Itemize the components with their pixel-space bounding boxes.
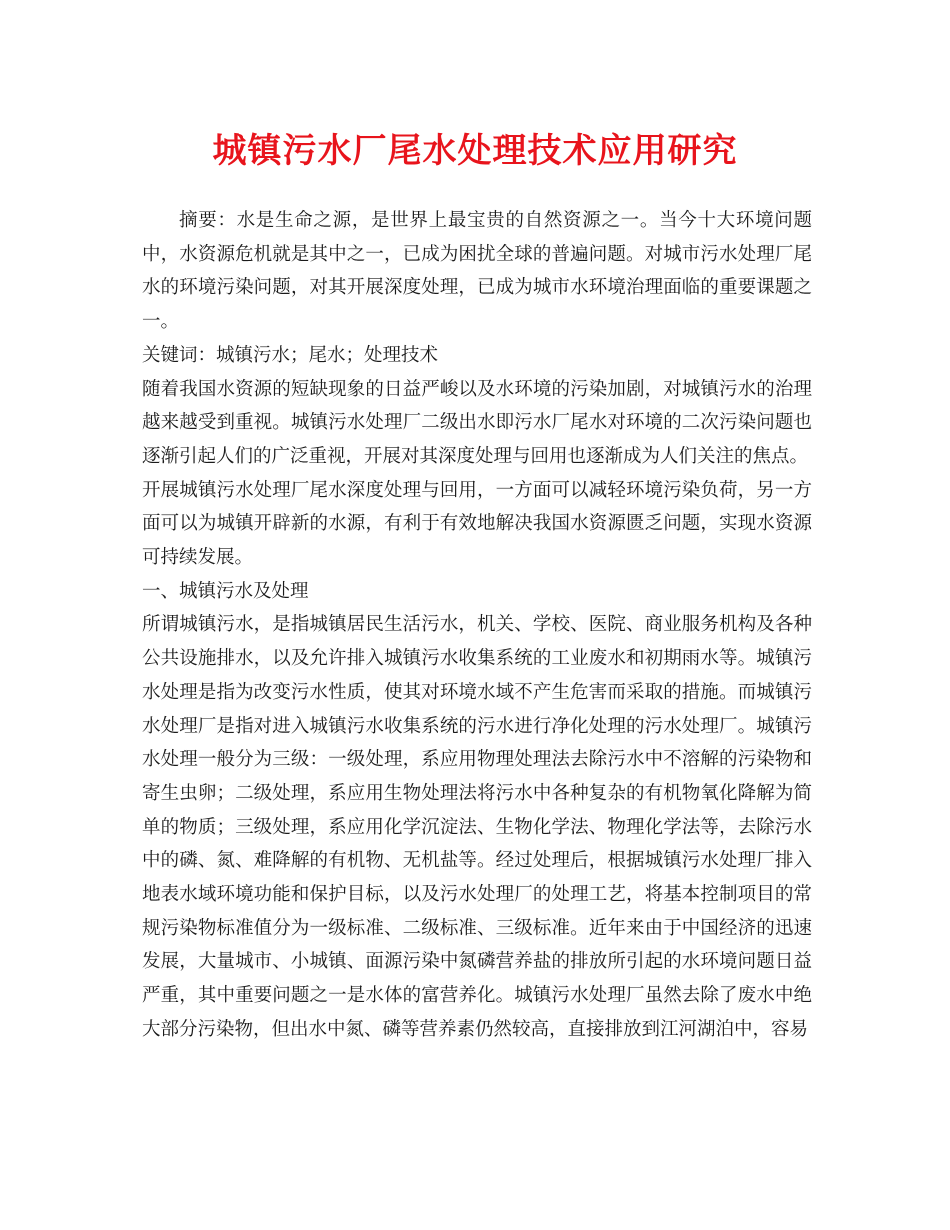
intro-paragraph-1: 随着我国水资源的短缺现象的日益严峻以及水环境的污染加剧，对城镇污水的治理越来越受到重视。城镇污水处理厂二级出水即污水厂尾水对环境的二次污染问题也逐渐引起人们的广泛重视，开展对其深度处理与回用也逐渐成为人们关注的焦点。 [142,378,812,467]
document-title: 城镇污水厂尾水处理技术应用研究 [212,131,738,171]
document-body [142,204,812,1047]
keywords-line: 关键词：城镇污水；尾水；处理技术 [142,344,439,366]
abstract-paragraph: 摘要：水是生命之源，是世界上最宝贵的自然资源之一。当今十大环境问题中，水资源危机就是其中之一，已成为困扰全球的普遍问题。对城市污水处理厂尾水的环境污染问题，对其开展深度处理，已成为城市水环境治理面临的重要课题之一。 [142,210,812,333]
section-1-paragraph: 所谓城镇污水，是指城镇居民生活污水，机关、学校、医院、商业服务机构及各种公共设施排水，以及允许排入城镇污水收集系统的工业废水和初期雨水等。城镇污水处理是指为改变污水性质，使其对环境水域不产生危害而采取的措施。而城镇污水处理厂是指对进入城镇污水收集系统的污水进行净化处理的污水处理厂。城镇污水处理一般分为三级：一级处理，系应用物理处理法去除污水中不溶解的污染物和寄生虫卵；二级处理，系应用生物处理法将污水中各种复杂的有机物氧化降解为简单的物质；三级处理，系应用化学沉淀法、生物化学法、物理化学法等，去除污水中的磷、氮、难降解的有机物、无机盐等。经过处理后，根据城镇污水处理厂排入地表水域环境功能和保护目标，以及污水处理厂的处理工艺，将基本控制项目的常规污染物标准值分为一级标准、二级标准、三级标准。近年来由于中国经济的迅速发展，大量城市、小城镇、面源污染中氮磷营养盐的排放所引起的水环境问题日益严重，其中重要问题之一是水体的富营养化。城镇污水处理厂虽然去除了废水中绝大部分污染物，但出水中氮、磷等营养素仍然较高，直接排放到江河湖泊中，容易 [142,614,812,1040]
section-heading-1: 一、城镇污水及处理 [142,580,309,602]
intro-paragraph-2: 开展城镇污水处理厂尾水深度处理与回用，一方面可以减轻环境污染负荷，另一方面可以为城镇开辟新的水源，有利于有效地解决我国水资源匮乏问题，实现水资源可持续发展。 [142,479,812,569]
